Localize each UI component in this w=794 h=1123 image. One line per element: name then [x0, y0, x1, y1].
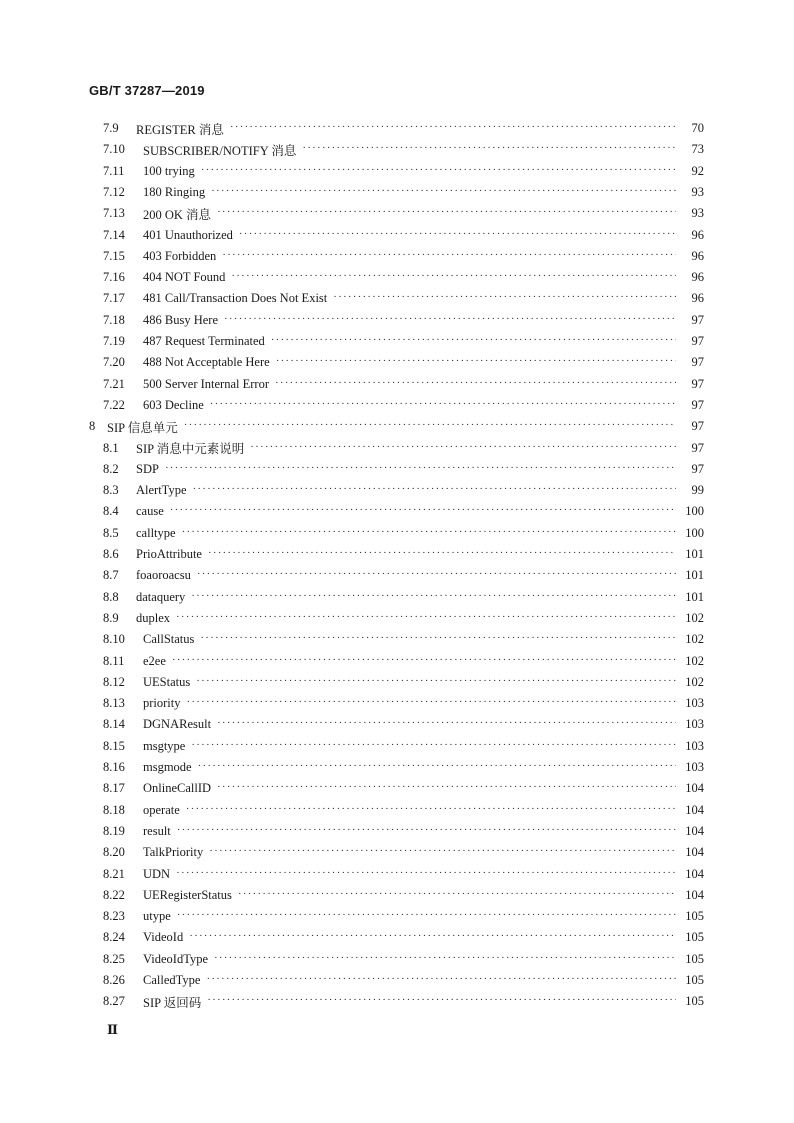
- toc-entry-title: REGISTER 消息: [136, 122, 224, 137]
- toc-entry-number: 7.17: [103, 291, 125, 306]
- toc-leader-dots: [222, 246, 676, 267]
- toc-entry-page: 102: [685, 653, 704, 668]
- toc-entry-number: 8.24: [103, 930, 125, 945]
- toc-entry-number: 8.2: [103, 461, 119, 476]
- toc-entry[interactable]: [103, 651, 704, 672]
- toc-entry-title: VideoId: [143, 930, 184, 945]
- toc-leader-dots: [208, 544, 676, 565]
- toc-entry-title: utype: [143, 909, 171, 924]
- toc-entry[interactable]: [103, 459, 704, 480]
- toc-entry-number: 8.4: [103, 504, 119, 519]
- toc-leader-dots: [217, 778, 676, 799]
- toc-leader-dots: [186, 800, 676, 821]
- toc-entry-title: 603 Decline: [143, 397, 204, 412]
- toc-entry[interactable]: [103, 757, 704, 778]
- toc-entry-page: 97: [691, 334, 704, 348]
- toc-entry-number: 8.19: [103, 823, 125, 838]
- toc-entry-page: 92: [691, 163, 704, 178]
- toc-entry[interactable]: [103, 544, 704, 565]
- toc-entry[interactable]: [103, 395, 704, 416]
- toc-leader-dots: [231, 267, 676, 288]
- toc-entry-title: 200 OK 消息: [143, 207, 212, 222]
- toc-entry[interactable]: [103, 139, 704, 160]
- toc-entry-page: 97: [691, 419, 704, 434]
- toc-entry-page: 97: [691, 312, 704, 327]
- toc-entry[interactable]: [103, 374, 704, 395]
- toc-entry[interactable]: [103, 629, 704, 650]
- toc-leader-dots: [250, 438, 676, 459]
- toc-leader-dots: [191, 587, 676, 608]
- toc-entry-number: 7.10: [103, 142, 125, 157]
- toc-entry[interactable]: [103, 864, 704, 885]
- toc-leader-dots: [182, 523, 676, 544]
- toc-entry-title: result: [143, 823, 171, 838]
- toc-entry-page: 96: [691, 291, 704, 306]
- toc-entry[interactable]: [89, 416, 704, 437]
- toc-leader-dots: [196, 672, 676, 693]
- toc-leader-dots: [224, 310, 676, 331]
- toc-entry[interactable]: [103, 714, 704, 735]
- toc-leader-dots: [271, 331, 676, 352]
- toc-entry-number: 7.13: [103, 206, 125, 221]
- toc-entry[interactable]: [103, 438, 704, 459]
- toc-leader-dots: [238, 885, 676, 906]
- toc-entry[interactable]: [103, 991, 704, 1012]
- toc-leader-dots: [193, 480, 677, 501]
- toc-entry-number: 7.11: [103, 163, 125, 178]
- toc-entry-page: 96: [691, 248, 704, 263]
- toc-entry-title: 403 Forbidden: [143, 248, 217, 263]
- toc-entry-number: 8.12: [103, 674, 125, 689]
- toc-entry-number: 8.10: [103, 632, 125, 647]
- toc-entry[interactable]: [103, 906, 704, 927]
- toc-entry[interactable]: [103, 970, 704, 991]
- toc-entry-page: 104: [685, 823, 704, 838]
- toc-entry-title: 481 Call/Transaction Does Not Exist: [143, 291, 328, 306]
- toc-entry[interactable]: [103, 587, 704, 608]
- toc-entry-title: UERegisterStatus: [143, 887, 232, 902]
- toc-entry-title: 487 Request Terminated: [143, 334, 265, 348]
- toc-entry-number: 8.7: [103, 568, 119, 583]
- toc-leader-dots: [184, 416, 676, 437]
- toc-leader-dots: [187, 693, 677, 714]
- toc-entry-title: AlertType: [136, 483, 187, 498]
- toc-entry-number: 7.15: [103, 248, 125, 263]
- toc-entry-number: 8.22: [103, 887, 125, 902]
- toc-entry-number: 8.13: [103, 696, 125, 711]
- toc-leader-dots: [206, 970, 676, 991]
- toc-entry[interactable]: [103, 736, 704, 757]
- toc-entry-title: e2ee: [143, 653, 166, 668]
- toc-entry-page: 97: [691, 440, 704, 455]
- toc-entry-number: 8.27: [103, 994, 125, 1009]
- toc-entry-title: TalkPriority: [143, 845, 204, 860]
- toc-entry-title: OnlineCallID: [143, 781, 212, 796]
- toc-leader-dots: [201, 161, 676, 182]
- toc-entry-number: 8: [89, 419, 96, 434]
- toc-entry-page: 104: [685, 845, 704, 860]
- toc-entry-page: 103: [685, 696, 704, 711]
- toc-entry-title: SIP 返回码: [143, 995, 202, 1010]
- toc-entry-title: msgtype: [143, 738, 186, 753]
- toc-entry-title: DGNAResult: [143, 717, 212, 732]
- toc-entry[interactable]: [103, 565, 704, 586]
- toc-entry-number: 7.18: [103, 312, 125, 327]
- toc-entry-page: 105: [685, 951, 704, 966]
- toc-entry-title: UEStatus: [143, 674, 191, 689]
- page-folio: Ⅱ: [107, 1022, 118, 1037]
- toc-leader-dots: [210, 395, 676, 416]
- toc-entry[interactable]: [103, 523, 704, 544]
- toc-entry-page: 103: [685, 760, 704, 774]
- standard-number: GB/T 37287—2019: [89, 83, 205, 98]
- toc-entry[interactable]: [103, 778, 704, 799]
- toc-entry-number: 8.26: [103, 973, 125, 987]
- toc-leader-dots: [214, 949, 676, 970]
- toc-entry[interactable]: [103, 225, 704, 246]
- toc-entry[interactable]: [103, 842, 704, 863]
- toc-leader-dots: [200, 629, 676, 650]
- toc-entry-title: priority: [143, 696, 181, 711]
- toc-entry-number: 8.21: [103, 866, 125, 881]
- toc-entry-title: duplex: [136, 610, 171, 625]
- toc-entry-title: cause: [136, 504, 164, 519]
- toc-entry-number: 8.5: [103, 525, 119, 540]
- toc-leader-dots: [275, 374, 676, 395]
- toc-entry-title: SIP 信息单元: [107, 420, 178, 435]
- toc-leader-dots: [189, 927, 676, 948]
- toc-entry[interactable]: [103, 288, 704, 309]
- toc-entry[interactable]: [103, 267, 704, 288]
- toc-leader-dots: [197, 565, 676, 586]
- toc-leader-dots: [211, 182, 676, 203]
- toc-entry[interactable]: [103, 118, 704, 139]
- toc-entry[interactable]: [103, 672, 704, 693]
- toc-entry-title: 500 Server Internal Error: [143, 376, 269, 391]
- toc-entry-number: 7.20: [103, 355, 125, 370]
- toc-entry-number: 7.16: [103, 270, 125, 285]
- toc-leader-dots: [170, 501, 676, 522]
- toc-entry[interactable]: [103, 693, 704, 714]
- toc-entry-page: 101: [685, 568, 704, 583]
- toc-entry-page: 105: [685, 930, 704, 945]
- toc-entry-page: 99: [691, 483, 704, 498]
- toc-entry-page: 104: [685, 802, 704, 817]
- toc-entry[interactable]: [103, 800, 704, 821]
- toc-entry-number: 7.12: [103, 184, 125, 199]
- toc-entry-title: 404 NOT Found: [143, 270, 226, 285]
- toc-entry[interactable]: [103, 927, 704, 948]
- toc-entry-page: 96: [691, 227, 704, 242]
- toc-entry[interactable]: [103, 480, 704, 501]
- toc-leader-dots: [176, 864, 676, 885]
- toc-entry-title: calltype: [136, 525, 176, 540]
- toc-entry[interactable]: [103, 608, 704, 629]
- toc-entry-title: 401 Unauthorized: [143, 227, 233, 242]
- toc-entry-number: 8.3: [103, 483, 119, 498]
- toc-entry-page: 73: [691, 142, 704, 157]
- toc-entry-page: 105: [685, 909, 704, 924]
- toc-entry-title: CalledType: [143, 973, 201, 987]
- toc-entry-title: CallStatus: [143, 632, 195, 647]
- toc-entry-page: 102: [685, 674, 704, 689]
- toc-entry-page: 105: [685, 973, 704, 987]
- toc-entry-page: 103: [685, 738, 704, 753]
- toc-entry-number: 7.9: [103, 121, 119, 135]
- toc-entry-number: 8.1: [103, 440, 119, 455]
- toc-entry-title: foaoroacsu: [136, 568, 191, 583]
- toc-entry-title: operate: [143, 802, 180, 817]
- toc-entry-number: 8.9: [103, 610, 119, 625]
- toc-leader-dots: [239, 225, 676, 246]
- toc-entry-title: 100 trying: [143, 163, 195, 178]
- toc-entry-title: SIP 消息中元素说明: [136, 442, 245, 456]
- toc-entry-page: 97: [691, 376, 704, 391]
- toc-entry-number: 8.23: [103, 909, 125, 924]
- toc-leader-dots: [209, 842, 676, 863]
- toc-entry-page: 93: [691, 184, 704, 199]
- toc-entry[interactable]: [103, 182, 704, 203]
- toc-entry-title: 488 Not Acceptable Here: [143, 355, 270, 370]
- toc-entry-page: 103: [685, 717, 704, 732]
- toc-entry-page: 100: [685, 504, 704, 519]
- toc-entry-page: 104: [685, 866, 704, 881]
- toc-leader-dots: [230, 118, 676, 139]
- toc-entry-number: 8.17: [103, 781, 125, 796]
- toc-entry-number: 8.15: [103, 738, 125, 753]
- toc-entry-page: 96: [691, 270, 704, 285]
- toc-entry-title: PrioAttribute: [136, 547, 202, 561]
- toc-entry-page: 105: [685, 994, 704, 1009]
- toc-entry[interactable]: [103, 821, 704, 842]
- toc-entry-number: 7.19: [103, 334, 125, 348]
- toc-leader-dots: [177, 906, 676, 927]
- toc-entry-title: UDN: [143, 866, 171, 881]
- toc-entry-number: 8.25: [103, 951, 125, 966]
- toc-entry-number: 8.11: [103, 653, 125, 668]
- toc-entry-page: 97: [691, 461, 704, 476]
- toc-entry-number: 8.18: [103, 802, 125, 817]
- toc-entry-title: dataquery: [136, 589, 186, 604]
- toc-entry-page: 101: [685, 589, 704, 604]
- toc-entry[interactable]: [103, 310, 704, 331]
- toc-entry-title: SDP: [136, 461, 159, 476]
- toc-entry[interactable]: [103, 352, 704, 373]
- toc-leader-dots: [302, 139, 676, 160]
- toc-leader-dots: [177, 821, 676, 842]
- toc-entry-page: 102: [685, 610, 704, 625]
- toc-entry-title: VideoIdType: [143, 951, 209, 966]
- toc-leader-dots: [276, 352, 676, 373]
- toc-entry-page: 97: [691, 397, 704, 412]
- toc-entry[interactable]: [103, 885, 704, 906]
- toc-entry-page: 102: [685, 632, 704, 647]
- toc-entry[interactable]: [103, 161, 704, 182]
- toc-entry-title: 486 Busy Here: [143, 312, 218, 327]
- toc-leader-dots: [191, 736, 676, 757]
- toc-entry[interactable]: [103, 949, 704, 970]
- toc-entry-number: 8.6: [103, 547, 119, 561]
- toc-leader-dots: [176, 608, 676, 629]
- toc-entry-page: 97: [691, 355, 704, 370]
- toc-entry[interactable]: [103, 246, 704, 267]
- toc-entry[interactable]: [103, 331, 704, 352]
- toc-entry-title: msgmode: [143, 760, 192, 774]
- toc-entry-number: 7.14: [103, 227, 125, 242]
- toc-entry-number: 8.20: [103, 845, 125, 860]
- toc-entry-page: 70: [691, 121, 704, 135]
- toc-entry-page: 104: [685, 887, 704, 902]
- toc-leader-dots: [217, 203, 676, 224]
- toc-entry-number: 8.8: [103, 589, 119, 604]
- toc-entry-title: 180 Ringing: [143, 184, 206, 199]
- toc-entry-number: 7.21: [103, 376, 125, 391]
- toc-entry-page: 100: [685, 525, 704, 540]
- toc-entry-title: SUBSCRIBER/NOTIFY 消息: [143, 143, 297, 158]
- toc-leader-dots: [198, 757, 676, 778]
- toc-leader-dots: [207, 991, 676, 1012]
- toc-entry[interactable]: [103, 203, 704, 224]
- toc-entry-number: 8.16: [103, 760, 125, 774]
- toc-entry-page: 104: [685, 781, 704, 796]
- toc-entry-number: 8.14: [103, 717, 125, 732]
- toc-entry-number: 7.22: [103, 397, 125, 412]
- toc-leader-dots: [165, 459, 676, 480]
- toc-entry[interactable]: [103, 501, 704, 522]
- toc-entry-page: 101: [685, 547, 704, 561]
- toc-leader-dots: [217, 714, 676, 735]
- toc-leader-dots: [172, 651, 676, 672]
- toc-entry-page: 93: [691, 206, 704, 221]
- toc-leader-dots: [333, 288, 676, 309]
